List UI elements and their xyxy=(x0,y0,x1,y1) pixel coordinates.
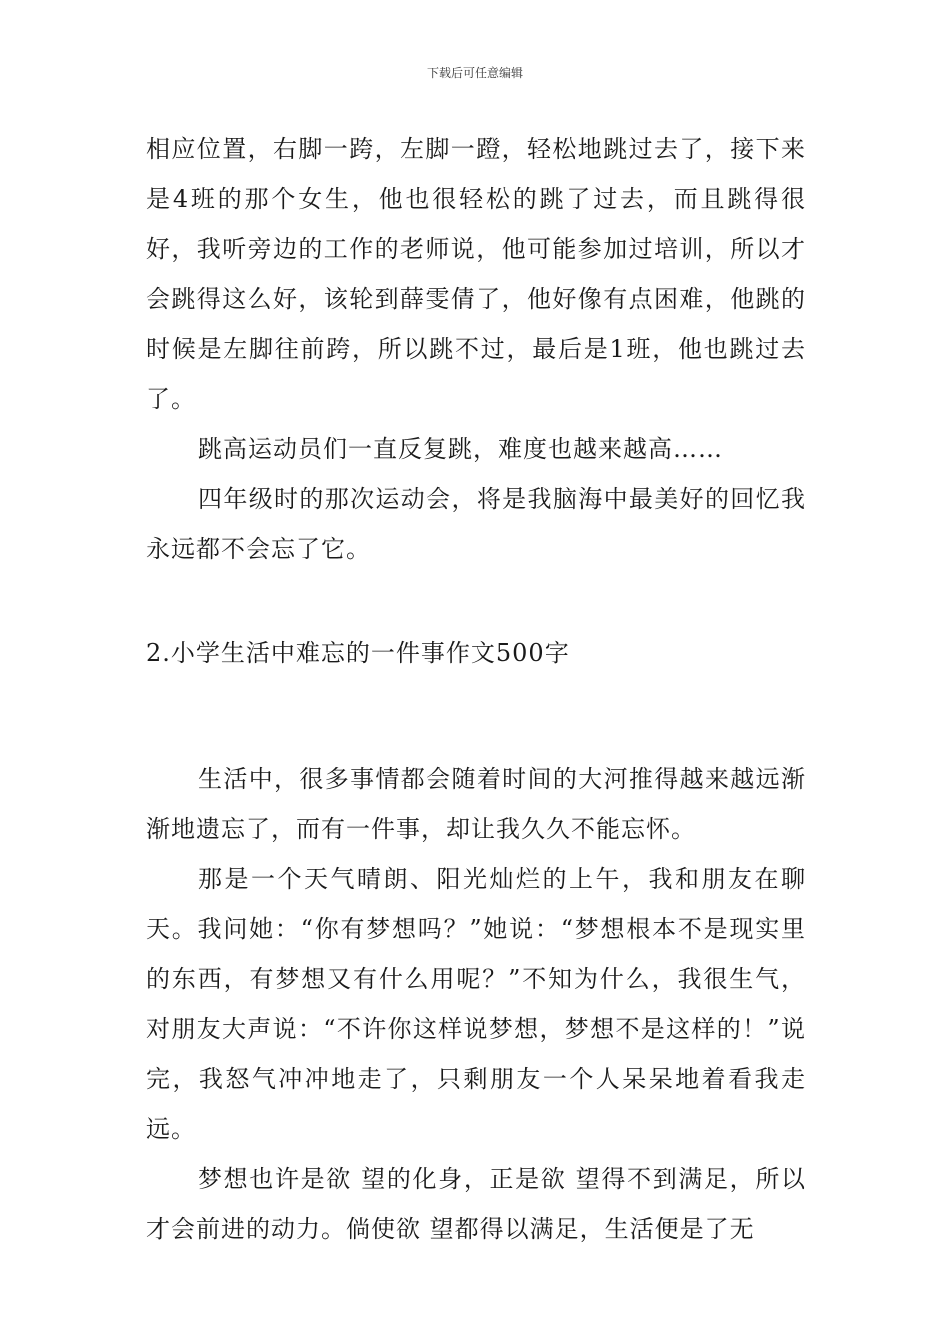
paragraph-high-jump: 跳高运动员们一直反复跳，难度也越来越高…… xyxy=(198,435,723,463)
page-header: 下载后可任意编辑 xyxy=(426,66,523,80)
document-body xyxy=(146,124,806,1254)
paragraph-conversation: 那是一个天气晴朗、阳光灿烂的上午，我和朋友在聊天。我问她：“你有梦想吗？”她说：“梦想根本不是现实里的东西，有梦想又有什么用呢？”不知为什么，我很生气，对朋友大声说：“不许你这样说梦想，梦想不是这样的！”说完，我怒气冲冲地走了，只剩朋友一个人呆呆地着看我走远。 xyxy=(146,865,806,1143)
paragraph-continuation: 相应位置，右脚一跨，左脚一蹬，轻松地跳过去了，接下来是4班的那个女生，他也很轻松的跳了过去，而且跳得很好，我听旁边的工作的老师说，他可能参加过培训，所以才会跳得这么好，该轮到薛雯倩了，他好像有点困难，他跳的时候是左脚往前跨，所以跳不过，最后是1班，他也跳过去了。 xyxy=(146,135,806,413)
paragraph-dream: 梦想也许是欲 望的化身，正是欲 望得不到满足，所以才会前进的动力。倘使欲 望都得以满足，生活便是了无 xyxy=(146,1165,806,1243)
paragraph-intro: 生活中，很多事情都会随着时间的大河推得越来越远渐渐地遗忘了，而有一件事，却让我久久不能忘怀。 xyxy=(146,765,806,843)
section-heading: 2.小学生活中难忘的一件事作文500字 xyxy=(146,639,570,667)
paragraph-memory: 四年级时的那次运动会，将是我脑海中最美好的回忆我永远都不会忘了它。 xyxy=(146,485,806,563)
